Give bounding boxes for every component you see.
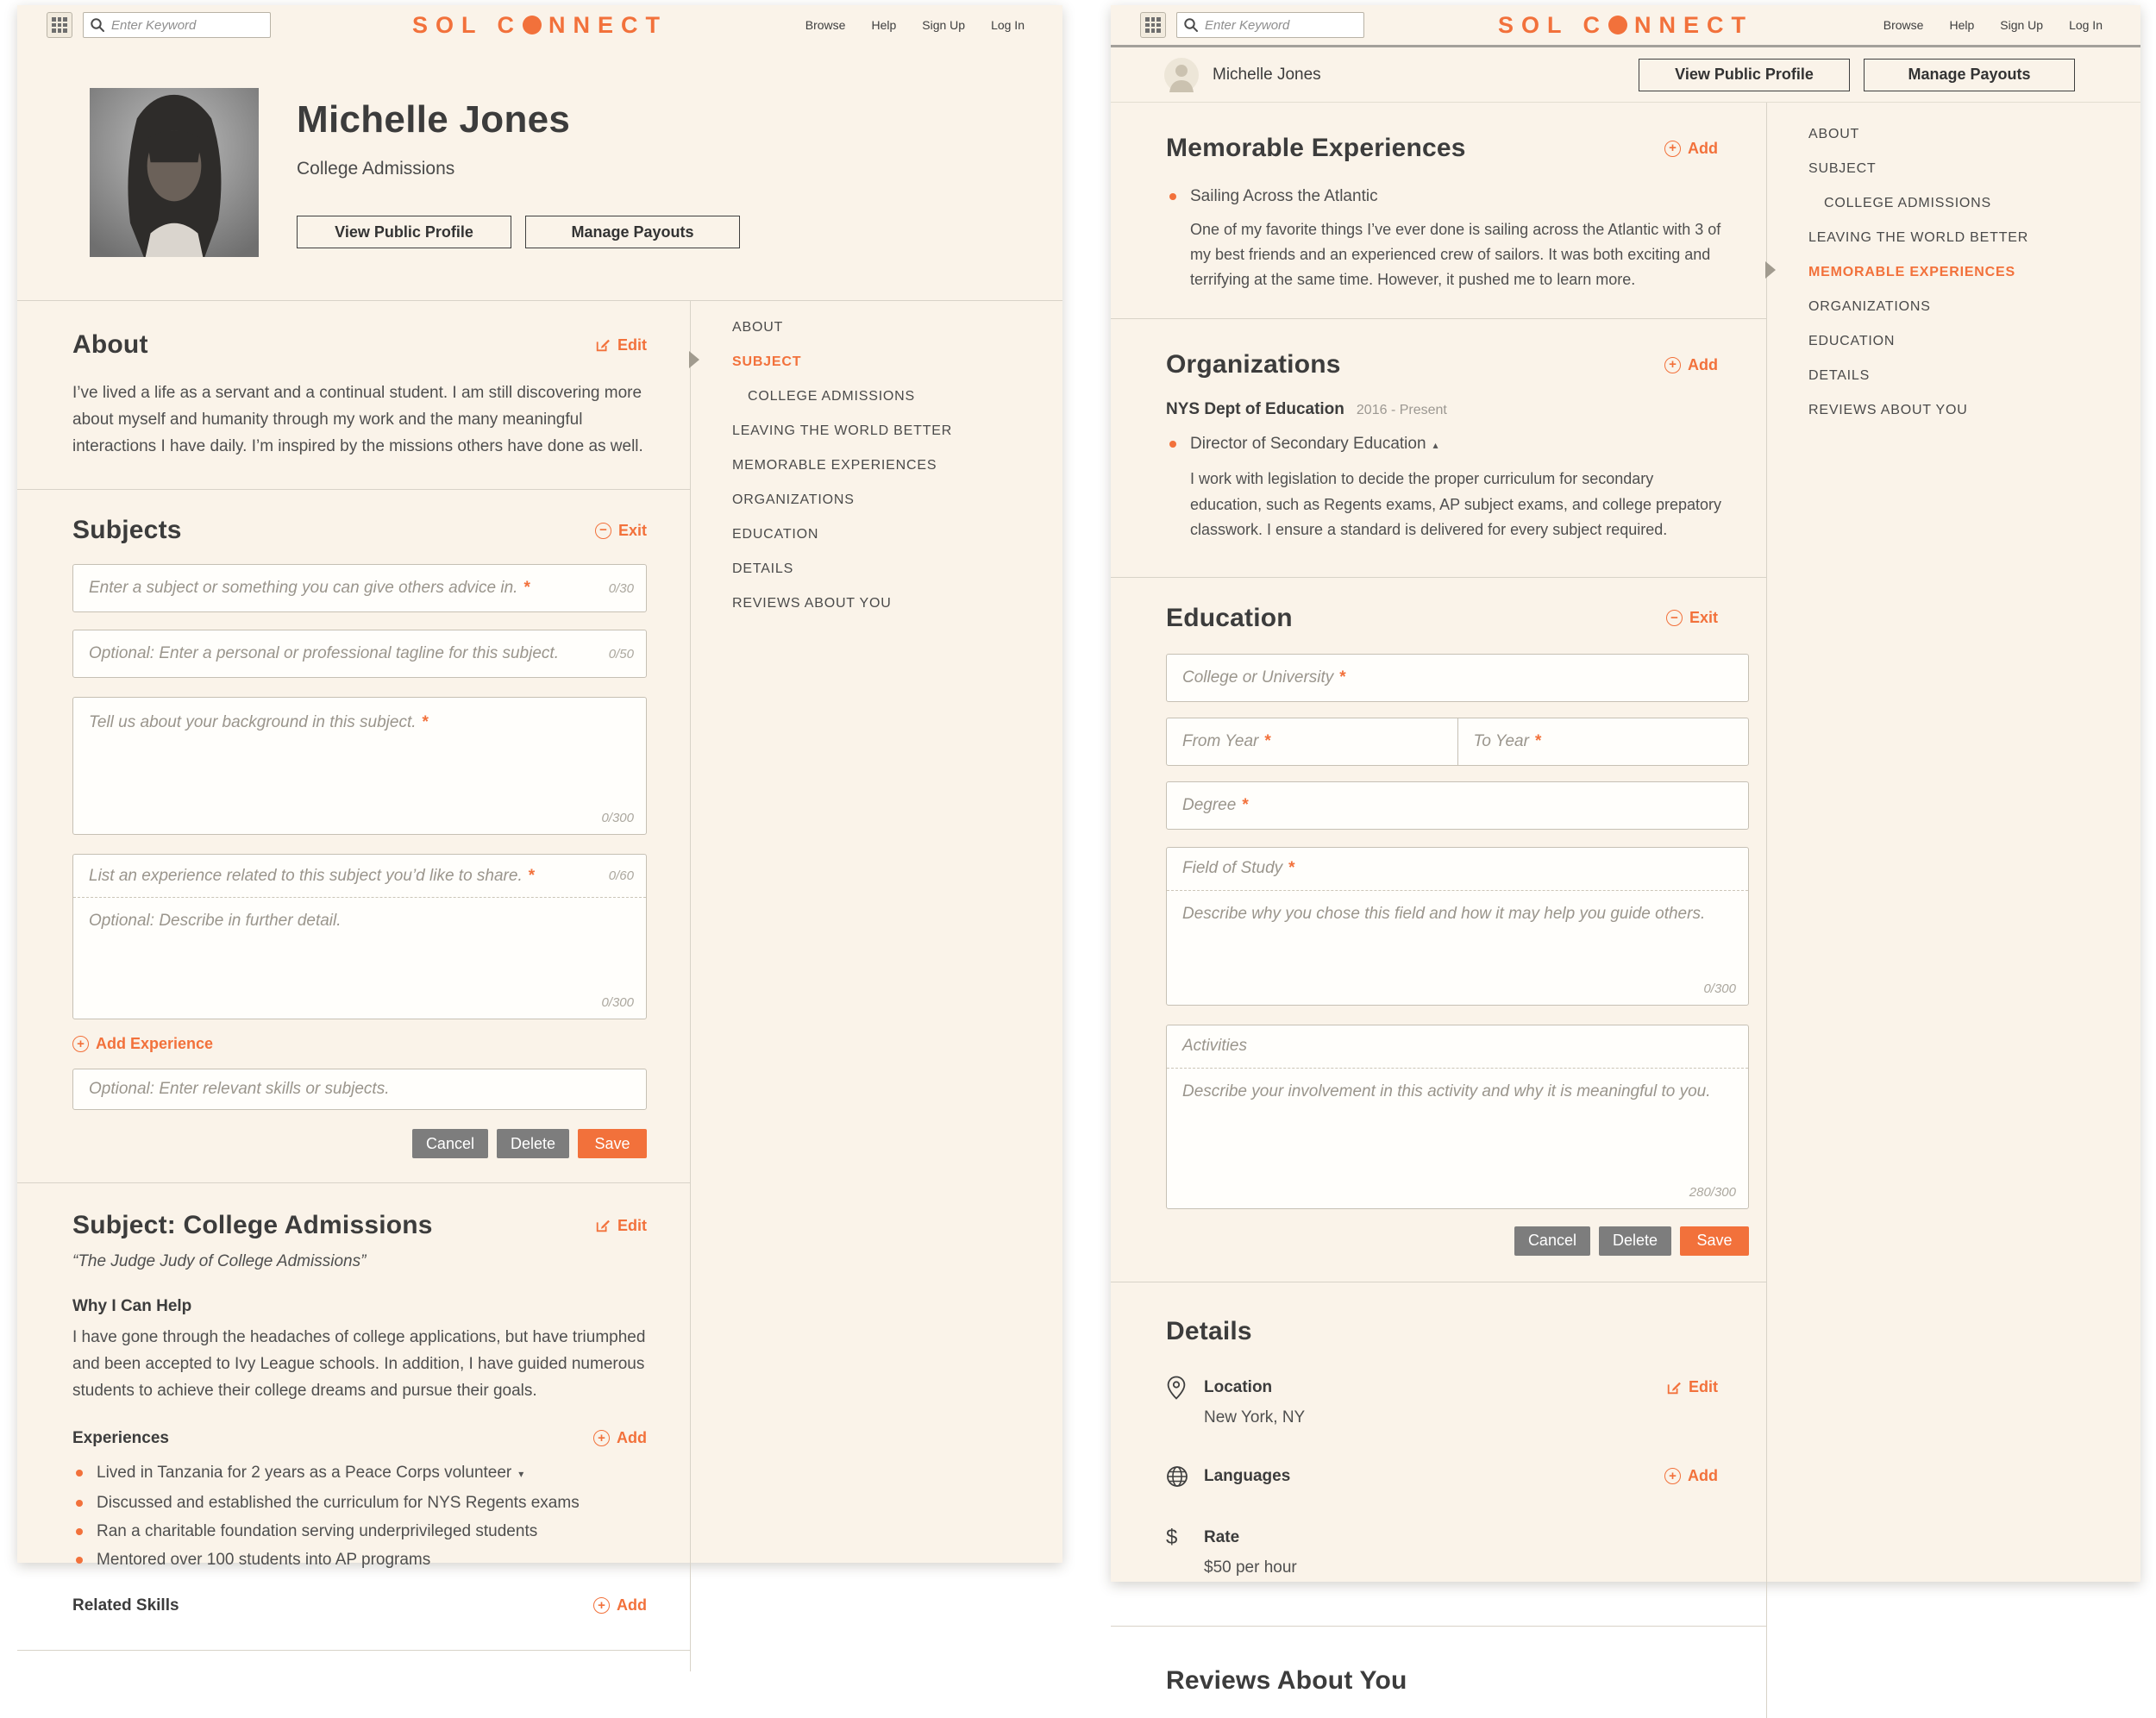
plus-circle-icon: + [1664,357,1681,373]
plus-circle-icon: + [1664,141,1681,157]
search-icon [90,17,105,33]
experiences-list [72,1458,647,1574]
education-title: Education [1166,603,1293,632]
to-year-input[interactable]: To Year * [1457,718,1749,765]
dollar-icon: $ [1166,1525,1178,1549]
subjects-title: Subjects [72,516,182,545]
list-item: Mentored over 100 students into AP programs [72,1546,647,1574]
education-exit-link[interactable]: − Exit [1666,609,1718,627]
search-icon [1183,17,1199,33]
location-pin-icon [1166,1376,1187,1400]
search-box [83,12,271,38]
sidebar-item-organizations[interactable]: ORGANIZATIONS [1808,299,1931,314]
field-desc-textarea[interactable]: Describe why you chose this field and how it may help you guide others. 0/300 [1182,904,1736,996]
left-content [17,301,690,1671]
experiences-title: Experiences [72,1428,169,1447]
add-experience-link[interactable]: + Add Experience [72,1035,213,1053]
sidebar-item-details[interactable]: DETAILS [732,561,794,576]
search-box [1176,12,1364,38]
subjects-exit-link[interactable]: − Exit [595,522,647,540]
subject-detail-title: Subject: College Admissions [72,1211,433,1240]
education-form-section [1111,578,1766,1282]
cancel-button[interactable]: Cancel [412,1129,488,1158]
activities-group [1166,1025,1749,1209]
subject-detail-section [17,1183,690,1650]
list-item: Lived in Tanzania for 2 years as a Peace Corps volunteer ▾ [72,1458,647,1489]
field-of-study-input[interactable]: Field of Study * [1167,848,1748,891]
right-screen [1111,5,2140,1695]
nav-link-help[interactable]: Help [871,18,897,32]
plus-circle-icon: + [593,1597,610,1614]
search-input[interactable] [83,12,271,38]
topbar-links [805,18,1025,32]
organization-role-body: I work with legislation to decide the proper curriculum for secondary education, such as Regents exams, AP subject exams, and college prepatory classwork. I ensure a standard is delivered for every subject required. [1190,470,1722,538]
related-skills-add-link[interactable]: + Add [593,1596,647,1615]
edit-icon [1666,1380,1682,1395]
related-skills-title: Related Skills [72,1596,179,1615]
experiences-add-link[interactable]: + Add [593,1429,647,1447]
about-title: About [72,330,148,359]
sidebar-item-memorable-experiences[interactable]: MEMORABLE EXPERIENCES [1808,265,2015,279]
plus-circle-icon: + [593,1430,610,1446]
topbar [17,5,1062,45]
memorable-add-link[interactable]: + Add [1664,140,1718,158]
nav-link-browse[interactable]: Browse [805,18,846,32]
memorable-list [1166,182,1749,210]
sidebar-item-education[interactable]: EDUCATION [1808,334,1896,348]
left-screen [17,5,1062,1615]
left-main [17,300,1062,1671]
list-item: Discussed and established the curriculum for NYS Regents exams [72,1489,647,1517]
minus-circle-icon: − [595,523,611,539]
minus-circle-icon: − [1666,610,1683,626]
degree-input[interactable]: Degree * [1166,781,1749,830]
profile-header [17,45,1062,300]
about-body: I’ve lived a life as a servant and a continual student. I am still discovering more about myself and humanity through my work and the many meaningful interactions I have daily. I’m inspired by the missions others have done as well. [72,384,643,455]
nav-link-browse[interactable]: Browse [1883,18,1924,32]
edit-icon [595,1218,611,1233]
details-title: Details [1166,1316,1252,1345]
activities-input[interactable]: Activities [1167,1025,1748,1069]
plus-circle-icon: + [72,1036,89,1052]
organizations-section [1111,319,1766,577]
sidebar-item-memorable-experiences[interactable]: MEMORABLE EXPERIENCES [732,458,937,473]
about-edit-link[interactable]: Edit [595,336,647,354]
delete-button[interactable]: Delete [497,1129,569,1158]
location-row [1166,1376,1749,1427]
content-tail [17,1651,690,1671]
rate-label: Rate [1204,1527,1240,1546]
edit-icon [595,337,611,353]
tagline-input[interactable]: Optional: Enter a personal or professional tagline for this subject. 0/50 [72,630,647,678]
sidebar-item-organizations[interactable]: ORGANIZATIONS [732,492,855,507]
nav-link-login[interactable]: Log In [2069,18,2103,32]
sidebar-item-details[interactable]: DETAILS [1808,368,1871,383]
apps-grid-icon[interactable] [1140,12,1166,38]
profile-photo [90,88,259,257]
why-i-can-help-body: I have gone through the headaches of college applications, but have triumphed and been accepted to Ivy League schools. In addition, I have guided numerous students to achieve their college dreams and pursue their goals. [72,1328,646,1400]
sidebar-item-about[interactable]: ABOUT [732,320,784,335]
organization-dates: 2016 - Present [1356,403,1447,418]
sidebar-item-reviews-about-you[interactable]: REVIEWS ABOUT YOU [1808,403,1968,417]
logo: SOL C NNECT [1497,11,1754,38]
background-counter: 0/300 [601,811,634,826]
section-nav [1766,103,2140,1718]
active-section-arrow-icon [1765,261,1776,279]
organization-roles [1166,430,1749,460]
right-main [1111,103,2140,1718]
about-section [17,301,690,490]
collapse-caret-icon[interactable]: ▾ [518,1467,524,1480]
experience-title-input[interactable]: List an experience related to this subject you’d like to share. * 0/60 [73,855,646,898]
search-input[interactable] [1176,12,1364,38]
languages-label: Languages [1204,1466,1291,1485]
nav-link-signup[interactable]: Sign Up [2000,18,2044,32]
sidebar-item-college-admissions[interactable]: COLLEGE ADMISSIONS [748,389,916,404]
nav-link-login[interactable]: Log In [991,18,1025,32]
apps-grid-icon[interactable] [47,12,72,38]
manage-payouts-button[interactable]: Manage Payouts [1864,59,2075,91]
college-input[interactable]: College or University * [1166,654,1749,702]
sidebar-item-subject[interactable]: SUBJECT [732,354,802,369]
experience-group [72,854,647,1019]
topbar [1111,5,2140,45]
memorable-body: One of my favorite things I’ve ever done is sailing across the Atlantic with 3 of my best friends and an experienced crew of sailors. It was both exciting and terrifying at the same time. However, it pushed me to learn more. [1190,221,1721,289]
subjects-form-section [17,490,690,1183]
sidebar-item-about[interactable]: ABOUT [1808,127,1860,141]
plus-circle-icon: + [1664,1468,1681,1484]
profile-name: Michelle Jones [297,98,571,141]
location-label: Location [1204,1377,1273,1396]
view-public-profile-button[interactable]: View Public Profile [1639,59,1850,91]
logo: SOL C NNECT [411,11,668,38]
globe-icon [1166,1465,1188,1488]
sidebar-item-reviews-about-you[interactable]: REVIEWS ABOUT YOU [732,596,892,611]
section-nav [690,301,1062,1671]
rate-value: $50 per hour [1204,1558,1297,1577]
sidebar-item-leaving-the-world-better[interactable]: LEAVING THE WORLD BETTER [1808,230,2029,245]
memorable-experiences-title: Memorable Experiences [1166,134,1466,162]
subject-input[interactable]: Enter a subject or something you can give others advice in. * 0/30 [72,564,647,612]
list-item: Ran a charitable foundation serving underprivileged students [72,1517,647,1546]
sidebar-item-leaving-the-world-better[interactable]: LEAVING THE WORLD BETTER [732,423,953,438]
field-of-study-group [1166,847,1749,1006]
skills-input[interactable]: Optional: Enter relevant skills or subjects. [72,1069,647,1110]
active-section-arrow-icon [689,351,699,368]
save-button[interactable]: Save [1680,1226,1749,1256]
why-i-can-help-title: Why I Can Help [72,1297,192,1316]
delete-button[interactable]: Delete [1599,1226,1671,1256]
profile-subtitle: College Admissions [297,159,455,179]
organization-name: NYS Dept of Education [1166,400,1344,419]
rate-row [1166,1526,1749,1577]
sidebar-item-subject[interactable]: SUBJECT [1808,161,1877,176]
list-item: Director of Secondary Education ▴ [1166,430,1749,460]
organizations-title: Organizations [1166,350,1341,379]
subject-detail-edit-link[interactable]: Edit [595,1217,647,1235]
reviews-section [1111,1627,1766,1718]
list-item: Sailing Across the Atlantic [1166,182,1749,210]
nav-link-help[interactable]: Help [1949,18,1975,32]
activities-counter: 280/300 [1689,1184,1736,1200]
reviews-title: Reviews About You [1166,1665,1407,1695]
details-section [1111,1282,1766,1627]
save-button[interactable]: Save [578,1129,647,1158]
experience-counter: 0/60 [608,868,634,884]
subject-tagline: “The Judge Judy of College Admissions” [72,1252,367,1271]
sidebar-item-college-admissions[interactable]: COLLEGE ADMISSIONS [1824,196,1992,210]
background-textarea[interactable]: Tell us about your background in this subject. * 0/300 [72,697,647,835]
memorable-experiences-section [1111,103,1766,319]
languages-add-link[interactable]: + Add [1664,1467,1718,1485]
logo-sun-icon [523,16,542,34]
view-public-profile-button[interactable]: View Public Profile [297,216,511,248]
right-content [1111,103,1766,1718]
location-edit-link[interactable]: Edit [1666,1378,1718,1396]
profile-name: Michelle Jones [1213,65,1321,84]
cancel-button[interactable]: Cancel [1514,1226,1590,1256]
tagline-counter: 0/50 [608,646,634,661]
profile-meta [297,45,740,300]
organizations-add-link[interactable]: + Add [1664,356,1718,374]
experience-detail-textarea[interactable]: Optional: Describe in further detail. 0/300 [89,912,634,1011]
manage-payouts-button[interactable]: Manage Payouts [525,216,740,248]
topbar-links [1883,18,2103,32]
year-range-group [1166,718,1749,766]
field-counter: 0/300 [1703,981,1736,996]
logo-sun-icon [1608,16,1627,34]
subject-counter: 0/30 [608,580,634,596]
sidebar-item-education[interactable]: EDUCATION [732,527,819,542]
location-value: New York, NY [1204,1408,1306,1426]
nav-link-signup[interactable]: Sign Up [922,18,966,32]
experience-detail-counter: 0/300 [601,995,634,1011]
activities-desc-textarea[interactable]: Describe your involvement in this activity and why it is meaningful to you. 280/300 [1182,1082,1736,1200]
from-year-input[interactable]: From Year * [1182,731,1271,750]
languages-row [1166,1465,1749,1488]
avatar [1164,58,1199,92]
profile-subheader [1111,47,2140,103]
collapse-caret-icon[interactable]: ▴ [1432,439,1438,452]
